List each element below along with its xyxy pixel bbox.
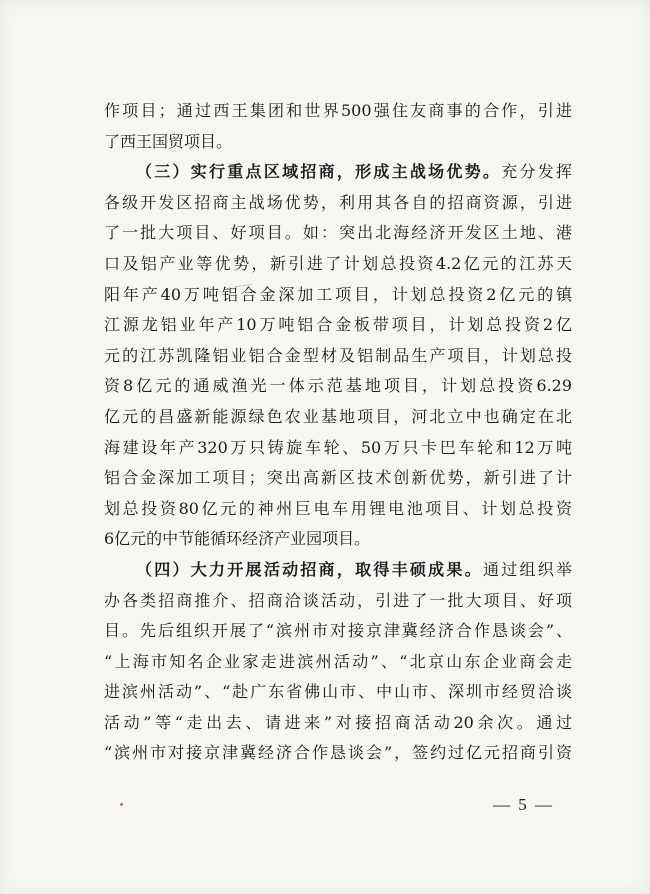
text-line: 元的江苏凯隆铝业铝合金型材及铝制品生产项目，计划总投 xyxy=(104,345,572,365)
text-line: 6亿元的中节能循环经济产业园项目。 xyxy=(104,529,371,549)
text-line xyxy=(104,555,572,586)
heading-continuation: 通过组织举 xyxy=(482,559,572,579)
text-line: 进滨州活动”、“赴广东省佛山市、中山市、深圳市经贸洽谈 xyxy=(104,682,572,702)
section-heading: （四）大力开展活动招商，取得丰硕成果。 xyxy=(136,559,483,579)
text-line: “上海市知名企业家走进滨州活动”、“北京山东企业商会走 xyxy=(104,651,572,671)
text-line: 亿元的昌盛新能源绿色农业基地项目，河北立中也确定在北 xyxy=(104,406,572,426)
text-line: 办各类招商推介、招商洽谈活动，引进了一批大项目、好项 xyxy=(104,590,572,610)
text-line: 资8亿元的通威渔光一体示范基地项目，计划总投资6.29 xyxy=(104,376,572,396)
text-line: 铝合金深加工项目；突出高新区技术创新优势，新引进了计 xyxy=(104,468,572,488)
text-line: 目。先后组织开展了“滨州市对接京津冀经济合作恳谈会”、 xyxy=(104,621,572,641)
text-line: 阳年产40万吨铝合金深加工项目，计划总投资2亿元的镇 xyxy=(104,284,572,304)
text-line: “滨州市对接京津冀经济合作恳谈会”，签约过亿元招商引资 xyxy=(104,743,572,763)
text-line: 作项目；通过西王集团和世界500强住友商事的合作，引进 xyxy=(104,101,572,120)
section-heading: （三）实行重点区域招商，形成主战场优势。 xyxy=(136,162,502,182)
text-line: 口及铝产业等优势，新引进了计划总投资4.2亿元的江苏天 xyxy=(104,253,572,273)
text-line: 各级开发区招商主战场优势，利用其各自的招商资源，引进 xyxy=(104,192,572,212)
heading-continuation: 充分发挥 xyxy=(501,162,572,182)
text-line: 了一批大项目、好项目。如：突出北海经济开发区土地、港 xyxy=(104,223,572,243)
text-line: 活动”等“走出去、请进来”对接招商活动20余次。通过 xyxy=(104,712,572,732)
text-line: 江源龙铝业年产10万吨铝合金板带项目，计划总投资2亿 xyxy=(104,315,572,335)
text-line: 海建设年产320万只铸旋车轮、50万只卡巴车轮和12万吨 xyxy=(104,437,572,457)
page-number: — 5 — xyxy=(493,795,554,814)
text-line: 划总投资80亿元的神州巨电车用锂电池项目、计划总投资 xyxy=(104,498,572,518)
ink-dot xyxy=(120,803,123,806)
body-text xyxy=(104,96,572,769)
text-line: 了西王国贸项目。 xyxy=(104,131,233,151)
text-line xyxy=(104,157,572,188)
